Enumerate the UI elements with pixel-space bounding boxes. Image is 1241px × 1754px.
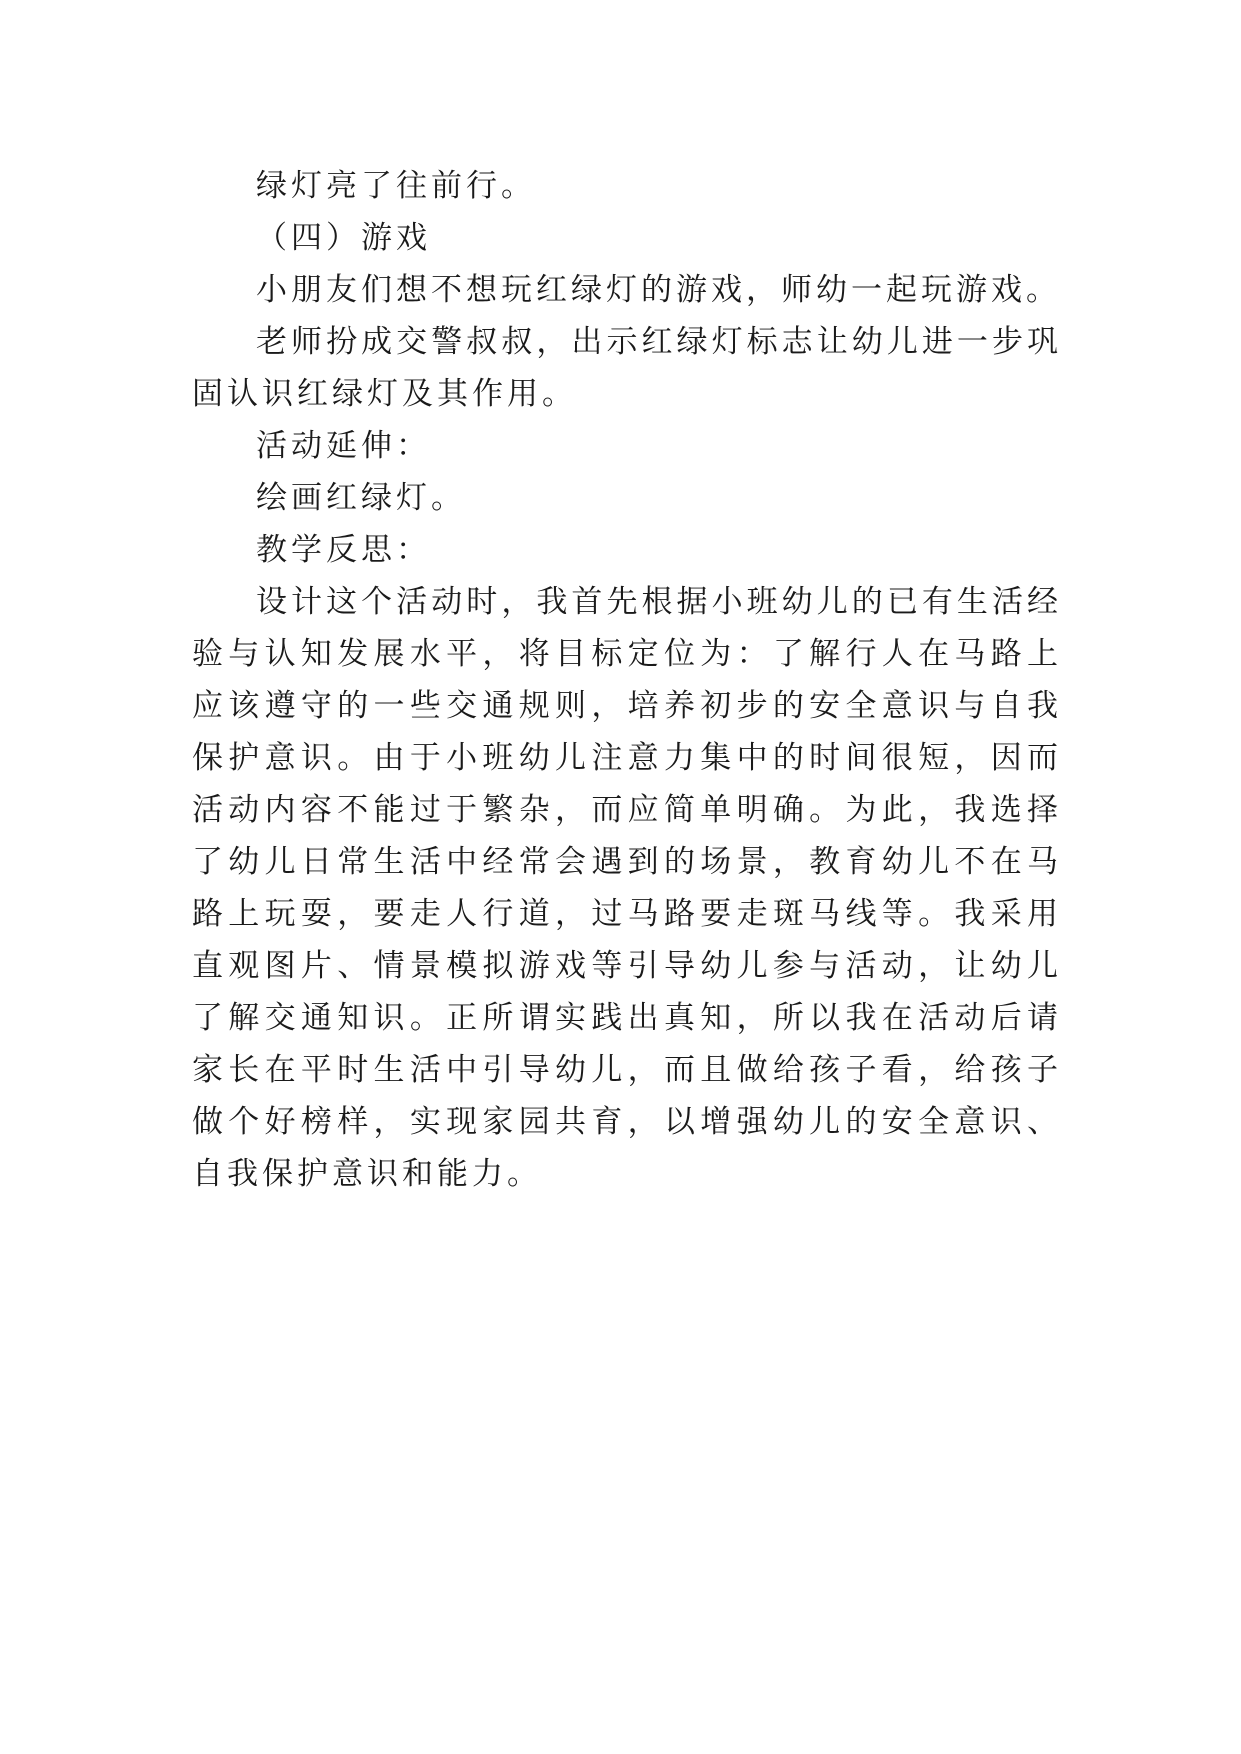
paragraph-green-light: 绿灯亮了往前行。 bbox=[256, 168, 536, 204]
paragraph-game-intro: 小朋友们想不想玩红绿灯的游戏，师幼一起玩游戏。 bbox=[256, 272, 1061, 308]
paragraph-reflection-body: 设计这个活动时，我首先根据小班幼儿的已有生活经验与认知发展水平，将目标定位为：了解行人在马路上应该遵守的一些交通规则，培养初步的安全意识与自我保护意识。由于小班幼儿注意力集中的时间很短，因而活动内容不能过于繁杂，而应简单明确。为此，我选择了幼儿日常生活中经常会遇到的场景，教育幼儿不在马路上玩耍，要走人行道，过马路要走斑马线等。我采用直观图片、情景模拟游戏等引导幼儿参与活动，让幼儿了解交通知识。正所谓实践出真知，所以我在活动后请家长在平时生活中引导幼儿，而且做给孩子看，给孩子做个好榜样，实现家园共育，以增强幼儿的安全意识、自我保护意识和能力。 bbox=[192, 584, 1062, 1192]
paragraph-teacher-role: 老师扮成交警叔叔，出示红绿灯标志让幼儿进一步巩固认识红绿灯及其作用。 bbox=[192, 324, 1062, 412]
heading-activity-extension: 活动延伸： bbox=[256, 428, 431, 464]
section-heading-game: （四）游戏 bbox=[256, 220, 431, 256]
paragraph-draw-lights: 绘画红绿灯。 bbox=[256, 480, 466, 516]
document-body bbox=[192, 160, 1062, 1200]
heading-teaching-reflection: 教学反思： bbox=[256, 532, 431, 568]
